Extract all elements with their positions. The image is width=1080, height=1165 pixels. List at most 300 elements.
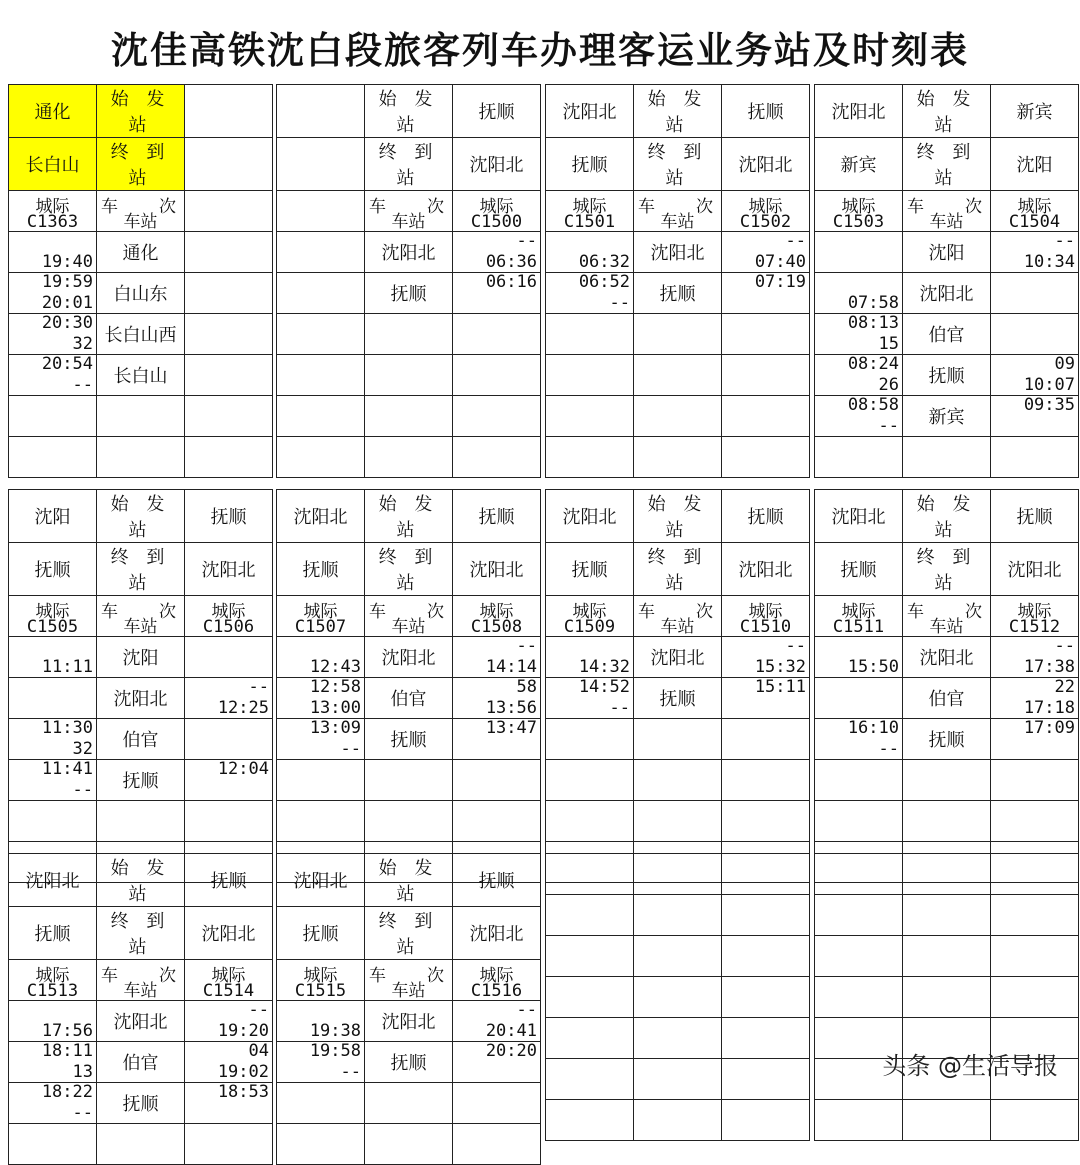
dest-left-cell — [815, 895, 903, 936]
right-time-cell — [722, 977, 810, 1018]
dest-left-cell: 长白山 — [9, 138, 97, 191]
origin-left-cell: 沈阳北 — [546, 490, 634, 543]
right-time-cell — [991, 232, 1079, 273]
train-label-a: 车 — [369, 602, 386, 622]
left-time-bottom: 13 — [72, 1062, 93, 1082]
station-name: 通化 — [122, 243, 159, 264]
station-name: 沈阳北 — [113, 1012, 168, 1033]
class-label: 城际 — [35, 966, 70, 986]
left-time-cell — [815, 760, 903, 801]
train-station-label — [634, 191, 722, 232]
left-time-top: 08:13 — [847, 313, 899, 333]
right-time-cell — [185, 801, 273, 842]
left-time-cell — [277, 437, 365, 478]
right-time-cell — [722, 396, 810, 437]
class-label: 城际 — [1017, 197, 1052, 217]
class-label: 城际 — [841, 197, 876, 217]
left-time-cell — [815, 355, 903, 396]
origin-label: 始 发 站 — [903, 85, 991, 138]
timetable-panel — [8, 853, 273, 1165]
station-cell — [903, 314, 991, 355]
left-train-cell — [9, 960, 97, 1001]
right-time-bottom: 12:25 — [217, 698, 269, 718]
train-number: C1502 — [739, 212, 792, 232]
left-time-top: 16:10 — [847, 718, 899, 738]
origin-left-cell — [546, 854, 634, 895]
right-time-cell — [722, 801, 810, 842]
origin-right-cell: 抚顺 — [991, 490, 1079, 543]
right-time-cell — [991, 1100, 1079, 1141]
left-time-cell — [815, 314, 903, 355]
origin-label — [634, 854, 722, 895]
train-label-a: 车 — [638, 197, 655, 217]
station-label: 车站 — [391, 617, 426, 637]
station-name: 沈阳北 — [650, 243, 705, 264]
station-cell — [365, 1124, 453, 1165]
left-time-top: 14:52 — [578, 677, 630, 697]
left-time-cell — [9, 355, 97, 396]
left-time-cell — [277, 1124, 365, 1165]
left-time-bottom: 15:50 — [847, 657, 899, 677]
station-cell — [903, 396, 991, 437]
station-name: 沈阳北 — [919, 284, 974, 305]
left-train-cell — [277, 596, 365, 637]
left-time-cell — [546, 232, 634, 273]
origin-right-cell: 抚顺 — [453, 490, 541, 543]
left-time-bottom: 19:38 — [309, 1021, 361, 1041]
class-label: 城际 — [572, 197, 607, 217]
left-time-top: 18:22 — [41, 1082, 93, 1102]
class-label: 城际 — [211, 602, 246, 622]
train-number: C1512 — [1008, 617, 1061, 637]
left-time-top: 06:52 — [578, 272, 630, 292]
right-time-cell — [453, 760, 541, 801]
station-cell — [365, 1083, 453, 1124]
origin-label: 始 发 站 — [365, 490, 453, 543]
left-time-top: 13:09 — [309, 718, 361, 738]
origin-right-cell: 抚顺 — [722, 490, 810, 543]
left-time-bottom: -- — [340, 739, 361, 759]
station-cell — [903, 355, 991, 396]
dest-left-cell — [277, 138, 365, 191]
left-time-bottom: 07:58 — [847, 293, 899, 313]
right-time-cell — [991, 637, 1079, 678]
station-cell — [634, 355, 722, 396]
timetable-panel — [276, 853, 541, 1165]
left-time-bottom: 32 — [72, 334, 93, 354]
left-train-cell — [277, 191, 365, 232]
station-name: 沈阳北 — [113, 689, 168, 710]
left-time-cell — [815, 977, 903, 1018]
right-time-bottom: 15:32 — [754, 657, 806, 677]
station-name: 长白山西 — [104, 325, 177, 346]
station-cell — [903, 977, 991, 1018]
station-cell — [634, 801, 722, 842]
right-time-cell — [185, 273, 273, 314]
dest-label: 终 到 站 — [97, 543, 185, 596]
right-time-cell — [722, 437, 810, 478]
station-cell — [97, 801, 185, 842]
station-name: 抚顺 — [390, 730, 427, 751]
left-time-bottom: 06:32 — [578, 252, 630, 272]
station-cell — [634, 437, 722, 478]
left-time-bottom: -- — [609, 293, 630, 313]
right-time-cell — [722, 637, 810, 678]
left-time-top: 18:11 — [41, 1041, 93, 1061]
left-time-bottom: 32 — [72, 739, 93, 759]
right-time-cell — [185, 437, 273, 478]
right-time-cell — [453, 437, 541, 478]
station-cell — [634, 273, 722, 314]
class-label: 城际 — [479, 197, 514, 217]
left-time-cell — [546, 801, 634, 842]
train-label-a: 车 — [638, 602, 655, 622]
train-number: C1516 — [470, 981, 523, 1001]
left-time-cell — [815, 801, 903, 842]
train-number: C1511 — [832, 617, 885, 637]
right-train-cell — [453, 596, 541, 637]
train-label-a: 车 — [101, 197, 118, 217]
dest-label — [903, 895, 991, 936]
right-train-cell — [453, 191, 541, 232]
train-station-label — [365, 960, 453, 1001]
station-name: 伯官 — [122, 1053, 159, 1074]
origin-left-cell: 沈阳北 — [815, 85, 903, 138]
left-time-cell — [277, 1042, 365, 1083]
station-cell — [903, 637, 991, 678]
station-cell — [365, 678, 453, 719]
right-time-cell — [991, 760, 1079, 801]
left-train-cell — [277, 960, 365, 1001]
left-time-cell — [277, 355, 365, 396]
left-time-bottom: 19:40 — [41, 252, 93, 272]
left-time-cell — [546, 314, 634, 355]
origin-right-cell — [185, 85, 273, 138]
dest-label — [634, 895, 722, 936]
train-label-b: 次 — [965, 197, 982, 217]
station-label: 车站 — [391, 212, 426, 232]
station-cell — [903, 678, 991, 719]
left-time-cell — [815, 437, 903, 478]
left-time-cell — [277, 719, 365, 760]
station-name: 伯官 — [122, 730, 159, 751]
dest-label: 终 到 站 — [634, 138, 722, 191]
station-name: 白山东 — [113, 284, 168, 305]
origin-label — [903, 854, 991, 895]
right-time-cell — [722, 273, 810, 314]
left-time-cell — [815, 396, 903, 437]
station-name: 抚顺 — [659, 284, 696, 305]
station-name: 沈阳北 — [381, 243, 436, 264]
station-cell — [97, 1042, 185, 1083]
origin-right-cell — [722, 854, 810, 895]
left-time-cell — [277, 273, 365, 314]
station-label: 车站 — [391, 981, 426, 1001]
timetable-panel — [8, 489, 273, 883]
origin-left-cell — [815, 854, 903, 895]
station-cell — [97, 232, 185, 273]
train-label-b: 次 — [427, 197, 444, 217]
station-name: 抚顺 — [928, 730, 965, 751]
left-time-cell — [546, 1018, 634, 1059]
station-cell — [97, 760, 185, 801]
right-time-top: 04 — [248, 1041, 269, 1061]
right-time-cell — [185, 1001, 273, 1042]
right-time-cell — [991, 396, 1079, 437]
left-time-cell — [9, 1124, 97, 1165]
train-label-a: 车 — [369, 197, 386, 217]
train-label-b: 次 — [965, 602, 982, 622]
left-time-bottom: 20:01 — [41, 293, 93, 313]
station-cell — [365, 232, 453, 273]
dest-right-cell: 沈阳北 — [991, 543, 1079, 596]
left-time-bottom: 17:56 — [41, 1021, 93, 1041]
left-train-cell — [9, 191, 97, 232]
left-time-bottom: -- — [609, 698, 630, 718]
left-train-cell — [546, 191, 634, 232]
train-label-a: 车 — [907, 602, 924, 622]
left-time-cell — [277, 1001, 365, 1042]
origin-left-cell: 通化 — [9, 85, 97, 138]
left-time-cell — [277, 637, 365, 678]
station-cell — [365, 1042, 453, 1083]
left-time-cell — [277, 760, 365, 801]
station-name: 抚顺 — [659, 689, 696, 710]
left-time-bottom: -- — [878, 416, 899, 436]
left-train-cell — [9, 596, 97, 637]
right-time-bottom: 19:20 — [217, 1021, 269, 1041]
right-train-cell — [453, 960, 541, 1001]
right-time-cell — [991, 273, 1079, 314]
right-time-cell — [991, 977, 1079, 1018]
left-time-bottom: -- — [72, 780, 93, 800]
right-time-cell — [185, 314, 273, 355]
right-time-cell — [722, 760, 810, 801]
origin-right-cell: 抚顺 — [722, 85, 810, 138]
station-cell — [634, 1018, 722, 1059]
station-cell — [903, 437, 991, 478]
right-time-bottom: 10:34 — [1023, 252, 1075, 272]
station-cell — [365, 437, 453, 478]
right-time-cell — [453, 637, 541, 678]
left-time-cell — [277, 396, 365, 437]
right-time-cell — [185, 1124, 273, 1165]
class-label: 城际 — [748, 602, 783, 622]
station-cell — [634, 637, 722, 678]
origin-right-cell: 抚顺 — [185, 854, 273, 907]
left-time-cell — [546, 637, 634, 678]
left-time-top: 20:54 — [41, 354, 93, 374]
left-time-cell — [277, 232, 365, 273]
right-time-cell — [453, 678, 541, 719]
origin-left-cell — [277, 85, 365, 138]
right-time-cell — [991, 719, 1079, 760]
station-cell — [903, 801, 991, 842]
right-time-cell — [185, 232, 273, 273]
dest-label: 终 到 站 — [365, 543, 453, 596]
left-time-cell — [277, 1083, 365, 1124]
dest-right-cell: 沈阳北 — [722, 543, 810, 596]
station-cell — [97, 1083, 185, 1124]
train-number: C1510 — [739, 617, 792, 637]
dest-right-cell — [185, 138, 273, 191]
dest-left-cell: 新宾 — [815, 138, 903, 191]
left-time-cell — [546, 273, 634, 314]
dest-right-cell: 沈阳北 — [185, 907, 273, 960]
right-time-cell — [453, 1001, 541, 1042]
left-time-cell — [546, 1100, 634, 1141]
origin-label: 始 发 站 — [634, 490, 722, 543]
right-time-bottom: 19:02 — [217, 1062, 269, 1082]
station-cell — [365, 355, 453, 396]
right-time-bottom: 20:41 — [485, 1021, 537, 1041]
right-time-top: 17:09 — [1023, 718, 1075, 738]
left-time-cell — [815, 232, 903, 273]
origin-label: 始 发 站 — [365, 85, 453, 138]
left-time-cell — [9, 637, 97, 678]
right-time-top: 09:35 — [1023, 395, 1075, 415]
right-time-cell — [991, 437, 1079, 478]
right-time-cell — [185, 760, 273, 801]
right-time-cell — [453, 396, 541, 437]
station-cell — [365, 273, 453, 314]
dest-right-cell: 沈阳北 — [453, 138, 541, 191]
origin-label: 始 发 站 — [97, 490, 185, 543]
dest-right-cell: 沈阳北 — [453, 543, 541, 596]
class-label: 城际 — [211, 966, 246, 986]
train-station-label — [97, 191, 185, 232]
right-time-cell — [722, 678, 810, 719]
origin-label: 始 发 站 — [97, 85, 185, 138]
timetable-panel — [545, 84, 810, 478]
train-station-label — [903, 596, 991, 637]
left-time-bottom: 26 — [878, 375, 899, 395]
train-number: C1514 — [202, 981, 255, 1001]
train-label-b: 次 — [159, 197, 176, 217]
right-time-cell — [722, 232, 810, 273]
station-cell — [97, 396, 185, 437]
train-label-b: 次 — [427, 602, 444, 622]
dest-left-cell — [546, 895, 634, 936]
station-name: 抚顺 — [390, 1053, 427, 1074]
left-time-bottom: -- — [340, 1062, 361, 1082]
origin-right-cell: 抚顺 — [453, 85, 541, 138]
station-name: 沈阳 — [122, 648, 159, 669]
right-time-cell — [453, 1083, 541, 1124]
origin-left-cell: 沈阳北 — [277, 854, 365, 907]
right-time-top: -- — [248, 677, 269, 697]
left-time-cell — [9, 1083, 97, 1124]
train-label-b: 次 — [159, 966, 176, 986]
right-time-cell — [185, 1042, 273, 1083]
train-label-a: 车 — [101, 966, 118, 986]
right-train-cell — [991, 596, 1079, 637]
left-time-bottom: 11:11 — [41, 657, 93, 677]
right-time-cell — [722, 1100, 810, 1141]
right-train-cell — [991, 191, 1079, 232]
right-time-cell — [453, 273, 541, 314]
station-cell — [97, 637, 185, 678]
right-train-cell — [722, 596, 810, 637]
class-label: 城际 — [35, 602, 70, 622]
train-label-a: 车 — [907, 197, 924, 217]
timetable-panel — [814, 84, 1079, 478]
origin-right-cell — [991, 854, 1079, 895]
left-time-cell — [9, 396, 97, 437]
class-label: 城际 — [479, 602, 514, 622]
origin-label: 始 发 站 — [903, 490, 991, 543]
dest-right-cell — [722, 895, 810, 936]
right-time-top: 18:53 — [217, 1082, 269, 1102]
left-time-cell — [815, 273, 903, 314]
right-time-cell — [453, 314, 541, 355]
station-cell — [97, 355, 185, 396]
left-time-top: 08:58 — [847, 395, 899, 415]
right-time-cell — [453, 355, 541, 396]
right-time-bottom: 17:18 — [1023, 698, 1075, 718]
right-time-cell — [722, 719, 810, 760]
right-time-top: 07:19 — [754, 272, 806, 292]
timetable-panel — [545, 489, 810, 883]
left-time-cell — [546, 396, 634, 437]
train-number: C1507 — [294, 617, 347, 637]
station-label: 车站 — [123, 212, 158, 232]
class-label: 城际 — [841, 602, 876, 622]
left-time-cell — [9, 801, 97, 842]
right-train-cell — [185, 960, 273, 1001]
right-time-cell — [991, 678, 1079, 719]
dest-label: 终 到 站 — [97, 907, 185, 960]
train-number: C1504 — [1008, 212, 1061, 232]
station-label: 车站 — [660, 212, 695, 232]
class-label: 城际 — [748, 197, 783, 217]
right-train-cell — [991, 936, 1079, 977]
train-label-a: 车 — [369, 966, 386, 986]
left-time-cell — [277, 801, 365, 842]
station-cell — [634, 314, 722, 355]
station-cell — [634, 1059, 722, 1100]
station-cell — [903, 1100, 991, 1141]
right-time-top: -- — [248, 1000, 269, 1020]
right-time-cell — [453, 719, 541, 760]
class-label: 城际 — [35, 197, 70, 217]
station-name: 沈阳北 — [381, 648, 436, 669]
train-station-label — [365, 596, 453, 637]
right-train-cell — [185, 191, 273, 232]
station-cell — [97, 719, 185, 760]
station-cell — [365, 760, 453, 801]
dest-left-cell: 抚顺 — [546, 543, 634, 596]
left-time-cell — [546, 1059, 634, 1100]
left-time-cell — [9, 1001, 97, 1042]
right-time-cell — [722, 1018, 810, 1059]
origin-right-cell: 新宾 — [991, 85, 1079, 138]
left-train-cell — [815, 936, 903, 977]
left-time-cell — [815, 637, 903, 678]
left-time-cell — [277, 678, 365, 719]
left-time-bottom: 15 — [878, 334, 899, 354]
right-time-cell — [453, 232, 541, 273]
right-time-cell — [185, 1083, 273, 1124]
left-time-top: 19:58 — [309, 1041, 361, 1061]
right-time-cell — [991, 801, 1079, 842]
right-time-cell — [453, 801, 541, 842]
train-number: C1506 — [202, 617, 255, 637]
station-label: 车站 — [929, 212, 964, 232]
station-cell — [903, 760, 991, 801]
dest-label: 终 到 站 — [903, 138, 991, 191]
left-time-bottom: -- — [72, 1103, 93, 1123]
